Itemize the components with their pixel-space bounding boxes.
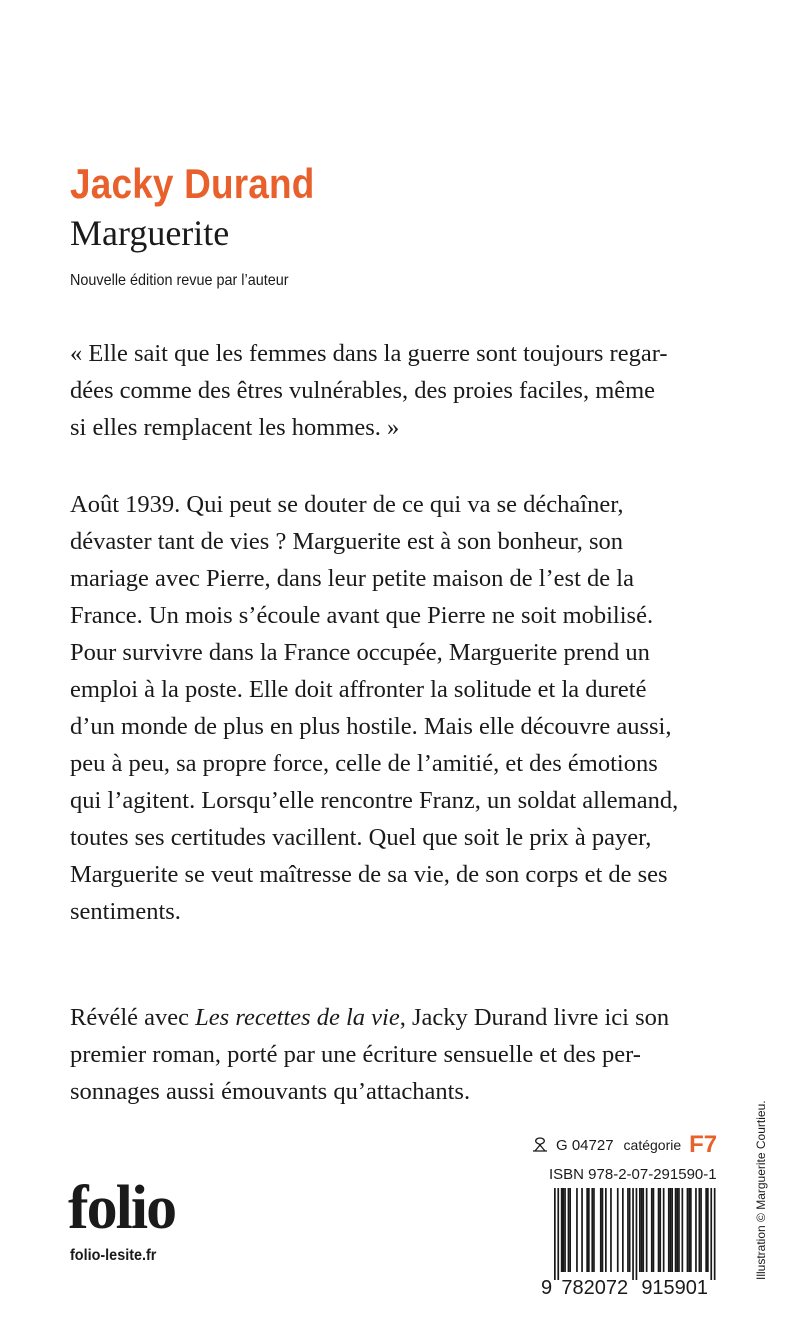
barcode-bar: [569, 1188, 571, 1272]
barcode-bar: [617, 1188, 619, 1272]
barcode-bar: [700, 1188, 702, 1272]
barcode-bar: [610, 1188, 612, 1272]
summary-line: d’un monde de plus en plus hostile. Mais elle découvre aussi,: [70, 713, 672, 740]
barcode-bar: [651, 1188, 653, 1272]
category-badge: F7: [689, 1131, 718, 1158]
barcode-bar: [600, 1188, 602, 1272]
barcode-bar: [676, 1188, 678, 1272]
barcode-bar: [670, 1188, 672, 1272]
summary-line: Pour survivre dans la France occupée, Marguerite prend un: [70, 639, 650, 666]
summary-line: peu à peu, sa propre force, celle de l’amitié, et des émotions: [70, 750, 658, 777]
barcode-bar: [699, 1188, 701, 1272]
catalog-row: [528, 1131, 717, 1159]
barcode-bar: [668, 1188, 670, 1272]
illustration-credit: Illustration © Marguerite Courtieu.: [754, 1100, 768, 1280]
author-name: Jacky Durand: [70, 160, 315, 207]
folio-logo: folio: [68, 1174, 176, 1242]
barcode-bar: [636, 1188, 638, 1280]
edition-note: Nouvelle édition revue par l’auteur: [70, 272, 289, 289]
summary-line: Marguerite se veut maîtresse de sa vie, de son corps et de ses: [70, 861, 668, 888]
barcode-bar: [705, 1188, 707, 1272]
summary-line: sentiments.: [70, 898, 181, 925]
summary-line: emploi à la poste. Elle doit affronter la solitude et la dureté: [70, 676, 647, 703]
barcode-bar: [627, 1188, 629, 1272]
summary-line: mariage avec Pierre, dans leur petite maison de l’est de la: [70, 565, 634, 592]
barcode-bar: [586, 1188, 588, 1272]
barcode-bar: [663, 1188, 665, 1272]
barcode-bar: [714, 1188, 716, 1280]
barcode-bar: [591, 1188, 593, 1272]
summary-line: toutes ses certitudes vacillent. Quel que soit le prix à payer,: [70, 824, 652, 851]
barcode-bar: [602, 1188, 604, 1272]
blurb-summary: [70, 486, 730, 930]
barcode-bar: [642, 1188, 644, 1272]
barcode-digits: 915901: [641, 1277, 709, 1298]
barcode-digits: 9: [541, 1277, 553, 1298]
barcode-bar: [675, 1188, 677, 1272]
summary-line: qui l’agitent. Lorsqu’elle rencontre Franz, un soldat allemand,: [70, 787, 679, 814]
barcode-bar: [561, 1188, 563, 1272]
quote-line: dées comme des êtres vulnérables, des proies faciles, même: [70, 377, 656, 404]
quote-line: « Elle sait que les femmes dans la guerre sont toujours regar-: [70, 340, 668, 367]
barcode-bar: [554, 1188, 556, 1280]
barcode-bar: [581, 1188, 583, 1272]
previous-book-title: Les recettes de la vie: [195, 1004, 400, 1031]
barcode-bar: [695, 1188, 697, 1272]
category-label: catégorie: [623, 1137, 682, 1153]
barcode-bar: [557, 1188, 559, 1280]
barcode-bar: [671, 1188, 673, 1272]
barcode-bar: [629, 1188, 631, 1272]
catalog-code: G 04727: [556, 1136, 614, 1154]
isbn: ISBN 978-2-07-291590-1: [549, 1166, 717, 1183]
barcode-bar: [687, 1188, 689, 1272]
book-title: Marguerite: [70, 213, 230, 253]
barcode-bar: [588, 1188, 590, 1272]
barcode-digits: 782072: [561, 1277, 629, 1298]
summary-line: France. Un mois s’écoule avant que Pierre ne soit mobilisé.: [70, 602, 654, 629]
barcode-bar: [690, 1188, 692, 1272]
bio-line: premier roman, porté par une écriture sensuelle et des per-: [70, 1041, 641, 1068]
barcode-bar: [576, 1188, 578, 1272]
barcode-bar: [622, 1188, 624, 1272]
barcode-bar: [563, 1188, 565, 1272]
barcode-bar: [632, 1188, 634, 1280]
barcode-bar: [646, 1188, 648, 1272]
blurb-author-bio: [70, 999, 730, 1110]
barcode-bar: [659, 1188, 661, 1272]
barcode-bar: [688, 1188, 690, 1272]
bio-line: [70, 999, 730, 1036]
barcode-bar: [639, 1188, 641, 1272]
bio-text: Révélé avec: [70, 1004, 196, 1031]
barcode-bar: [568, 1188, 570, 1272]
blurb-quote: [70, 335, 730, 446]
quote-line: si elles remplacent les hommes. »: [70, 414, 400, 441]
barcode-bar: [658, 1188, 660, 1272]
publisher-website[interactable]: folio-lesite.fr: [70, 1247, 157, 1264]
summary-line: Août 1939. Qui peut se douter de ce qui va se déchaîner,: [70, 491, 624, 518]
gallimard-ornament-icon: [528, 1136, 552, 1154]
barcode-bar: [678, 1188, 680, 1272]
summary-line: dévaster tant de vies ? Marguerite est à son bonheur, son: [70, 528, 624, 555]
bio-line: sonnages aussi émouvants qu’attachants.: [70, 1078, 471, 1105]
barcode-bar: [641, 1188, 643, 1272]
bio-text: , Jacky Durand livre ici son: [399, 1004, 670, 1031]
barcode-bar: [605, 1188, 607, 1272]
isbn-barcode: [540, 1188, 724, 1298]
barcode-bar: [593, 1188, 595, 1272]
barcode-bar: [707, 1188, 709, 1272]
barcode-bar: [710, 1188, 712, 1280]
barcode-bar: [682, 1188, 684, 1272]
barcode-bar: [564, 1188, 566, 1272]
barcode-bar: [653, 1188, 655, 1272]
